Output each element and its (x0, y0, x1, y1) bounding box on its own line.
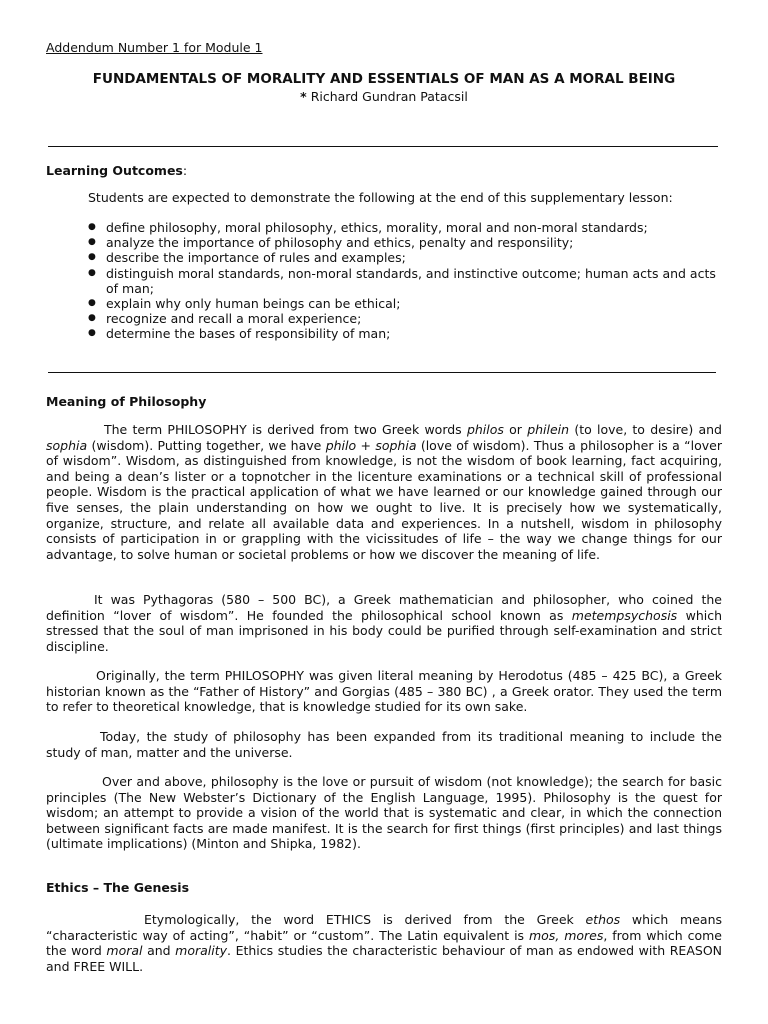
philosophy-paragraph-4: Today, the study of philosophy has been expanded from its traditional meaning to include the study of man, matter and the universe. (46, 729, 722, 760)
list-item: ● recognize and recall a moral experience; (88, 311, 728, 326)
divider-top (48, 146, 718, 147)
author-asterisk: * (300, 89, 307, 104)
author-name: Richard Gundran Patacsil (306, 89, 468, 104)
list-item: ● analyze the importance of philosophy and ethics, penalty and responsility; (88, 235, 728, 250)
ethics-heading: Ethics – The Genesis (46, 880, 190, 895)
learning-outcomes-intro: Students are expected to demonstrate the following at the end of this supplementary lesson: (88, 190, 673, 205)
list-item: ● define philosophy, moral philosophy, ethics, morality, moral and non-moral standards; (88, 220, 728, 235)
learning-outcomes-list (88, 220, 728, 342)
ethics-paragraph-1: Etymologically, the word ETHICS is derived from the Greek ethos which means “characteristic way of acting”, “habit” or “custom”. The Latin equivalent is mos, mores, from which come the word moral and morality. Ethics studies the characteristic behaviour of man as endowed with REASON and FREE WILL. (46, 912, 723, 974)
philosophy-paragraph-2: It was Pythagoras (580 – 500 BC), a Greek mathematician and philosopher, who coined the definition “lover of wisdom”. He founded the philosophical school known as metempsychosis which stressed that the soul of man imprisoned in his body could be purified through self-examination and strict discipline. (46, 592, 723, 654)
list-item: ● determine the bases of responsibility of man; (88, 326, 728, 341)
author-line (0, 89, 768, 104)
document-title: FUNDAMENTALS OF MORALITY AND ESSENTIALS OF MAN AS A MORAL BEING (92, 71, 676, 87)
philosophy-paragraph-5: Over and above, philosophy is the love or pursuit of wisdom (not knowledge); the search for basic principles (The New Webster’s Dictionary of the English Language, 1995). Philosophy is the quest for wisdom; an attempt to provide a vision of the world that is systematic and clear, in which the connection between significant facts are made manifest. It is the search for first things (first principles) and last things (ultimate implications) (Minton and Shipka, 1982). (46, 774, 722, 852)
learning-outcomes-heading: Learning Outcomes: (46, 163, 188, 178)
philosophy-heading: Meaning of Philosophy (46, 394, 207, 409)
divider-middle (48, 372, 716, 373)
list-item: ● explain why only human beings can be ethical; (88, 296, 728, 311)
philosophy-paragraph-1: The term PHILOSOPHY is derived from two Greek words philos or philein (to love, to desire) and sophia (wisdom). Putting together, we have philo + sophia (love of wisdom). Thus a philosopher is a “lover of wisdom”. Wisdom, as distinguished from knowledge, is not the wisdom of book learning, fact acquiring, and being a dean’s lister or a topnotcher in the licenture examinations or a technical skill of professional people. Wisdom is the practical application of what we have learned or our knowledge gained through our five senses, the plain understanding on how we ought to live. It is precisely how we systematically, organize, structure, and relate all available data and experiences. In a nutshell, wisdom in philosophy consists of participation in or grappling with the vicissitudes of life – the way we change things for our advantage, to solve human or societal problems or how we discover the meaning of life. (46, 422, 722, 562)
addendum-label: Addendum Number 1 for Module 1 (46, 40, 263, 55)
list-item: ● distinguish moral standards, non-moral standards, and instinctive outcome; human acts and acts of man; (88, 266, 728, 296)
philosophy-paragraph-3: Originally, the term PHILOSOPHY was given literal meaning by Herodotus (485 – 425 BC), a Greek historian known as the “Father of History” and Gorgias (485 – 380 BC) , a Greek orator. They used the term to refer to theoretical knowledge, that is knowledge studied for its own sake. (46, 668, 722, 715)
list-item: ● describe the importance of rules and examples; (88, 250, 728, 265)
